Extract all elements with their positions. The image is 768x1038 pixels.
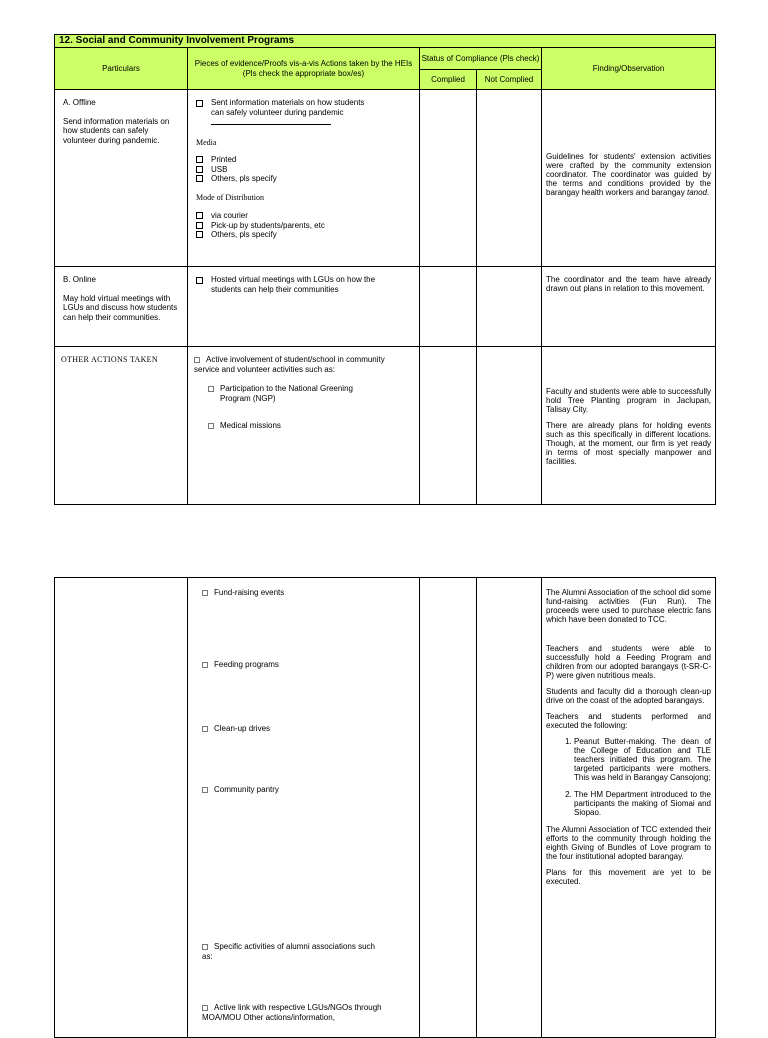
section-title: 12. Social and Community Involvement Programs [55,35,716,48]
checkbox-sent-materials[interactable] [196,100,203,107]
media-label: Media [196,137,217,147]
other-finding-plans: There are already plans for holding events such as this specifically in different locations. Though, at the moment, our firm is yet ready in terms of most specially manpower and facilities. [546,421,712,466]
other-finding [542,347,716,505]
lgu-link-item: Active link with respective LGUs/NGOs through MOA/MOU Other actions/information, [202,1003,382,1022]
header-not-complied: Not Complied [477,70,542,90]
checkbox-pantry[interactable] [202,787,208,793]
alumni-item: Specific activities of alumni associations such as: [202,942,375,961]
media-printed: Printed [211,155,237,164]
pantry-intro: Teachers and students performed and executed the following: [546,712,711,730]
header-particulars: Particulars [55,48,188,90]
cleanup-item: Clean-up drives [214,724,271,733]
pantry-list-item: 1. Peanut Butter-making. The dean of the College of Education and TLE teachers initiated this program. The targeted participants were mothers. This was held in Barangay Cansojong; [574,737,711,782]
alumni-finding: The Alumni Association of TCC extended their efforts to the community through holding the eighth Giving of Bundles of Love program to the four institutional adopted barangay. [546,825,711,861]
plans-finding: Plans for this movement are yet to be executed. [546,868,711,886]
checkbox-mode-others[interactable] [196,231,203,238]
online-finding: The coordinator and the team have already drawn out plans in relation to this movement. [542,267,716,347]
header-finding: Finding/Observation [542,48,716,90]
offline-finding: Guidelines for students' extension activities were crafted by the community extension coordinator. The coordinator was guided by the terms and conditions provided by the barangay health workers and barangay tanod. [542,90,716,267]
checkbox-alumni[interactable] [202,944,208,950]
header-evidence: Pieces of evidence/Proofs vis-a-vis Actions taken by the HEIs (Pls check the appropriate box/es) [188,48,420,90]
offline-evidence-item: Sent information materials on how students can safely volunteer during pandemic [211,98,365,117]
page2-not-complied-cell[interactable] [477,578,542,1038]
online-evidence-item: Hosted virtual meetings with LGUs on how the students can help their communities [211,275,376,294]
checkbox-fund-raising[interactable] [202,590,208,596]
fund-raising-item: Fund-raising events [214,588,285,597]
pantry-item: Community pantry [214,785,279,794]
feeding-item: Feeding programs [214,660,279,669]
page2-finding-cell [542,578,716,1038]
fund-raising-finding: The Alumni Association of the school did some fund-raising activities (Fun Run). The proceeds were used to purchase electric fans which have been donated to TCC. [546,588,711,624]
checkbox-media-others[interactable] [196,175,203,182]
checkbox-virtual-meetings[interactable] [196,277,203,284]
header-complied: Complied [420,70,477,90]
mode-pickup: Pick-up by students/parents, etc [211,220,325,230]
other-actions-label: OTHER ACTIONS TAKEN [55,347,188,505]
other-not-complied-cell[interactable] [477,347,542,505]
other-evidence-intro: Active involvement of student/school in community service and volunteer activities such as: [194,355,385,374]
checkbox-usb[interactable] [196,166,203,173]
mode-courier: via courier [211,211,248,220]
checkbox-cleanup[interactable] [202,726,208,732]
feeding-finding: Teachers and students were able to successfully hold a Feeding Program and children from our adopted barangays (t-SR-C-P) were given nutritious meals. [546,644,711,680]
checkbox-medical[interactable] [208,423,214,429]
fill-in-line [211,117,331,125]
media-others: Others, pls specify [211,174,277,183]
cleanup-finding: Students and faculty did a thorough clean-up drive on the coast of the adopted barangays. [546,687,711,705]
checkbox-lgu-link[interactable] [202,1005,208,1011]
other-evidence-medical: Medical missions [220,421,281,430]
other-evidence-ngp: Participation to the National Greening Program (NGP) [220,384,353,403]
checkbox-active-involvement[interactable] [194,357,200,363]
page2-evidence-cell [188,578,420,1038]
online-complied-cell[interactable] [420,267,477,347]
pantry-list-item: 2. The HM Department introduced to the participants the making of Siomai and Siopao. [574,790,711,817]
page2-particulars-cell [55,578,188,1038]
checkbox-pickup[interactable] [196,222,203,229]
offline-label: A. Offline [63,98,96,107]
checkbox-ngp[interactable] [208,386,214,392]
other-complied-cell[interactable] [420,347,477,505]
page2-complied-cell[interactable] [420,578,477,1038]
offline-complied-cell[interactable] [420,90,477,267]
header-status: Status of Compliance (Pls check) [420,48,542,70]
checkbox-feeding[interactable] [202,662,208,668]
compliance-table-page-2 [54,577,716,1038]
online-not-complied-cell[interactable] [477,267,542,347]
online-label: B. Online [63,275,96,284]
offline-not-complied-cell[interactable] [477,90,542,267]
media-usb: USB [211,164,228,174]
compliance-table-page-1 [54,34,716,505]
checkbox-courier[interactable] [196,212,203,219]
checkbox-printed[interactable] [196,156,203,163]
mode-others: Others, pls specify [211,230,277,239]
offline-description: Send information materials on how students can safely volunteer during pandemic. [63,116,170,145]
mode-of-distribution-label: Mode of Distribution [196,192,264,202]
pantry-list [546,737,711,817]
online-description: May hold virtual meetings with LGUs and discuss how students can help their communities. [63,293,178,322]
other-finding-tree-planting: Faculty and students were able to successfully hold Tree Planting program in Jaclupan, Talisay City. [546,387,712,414]
